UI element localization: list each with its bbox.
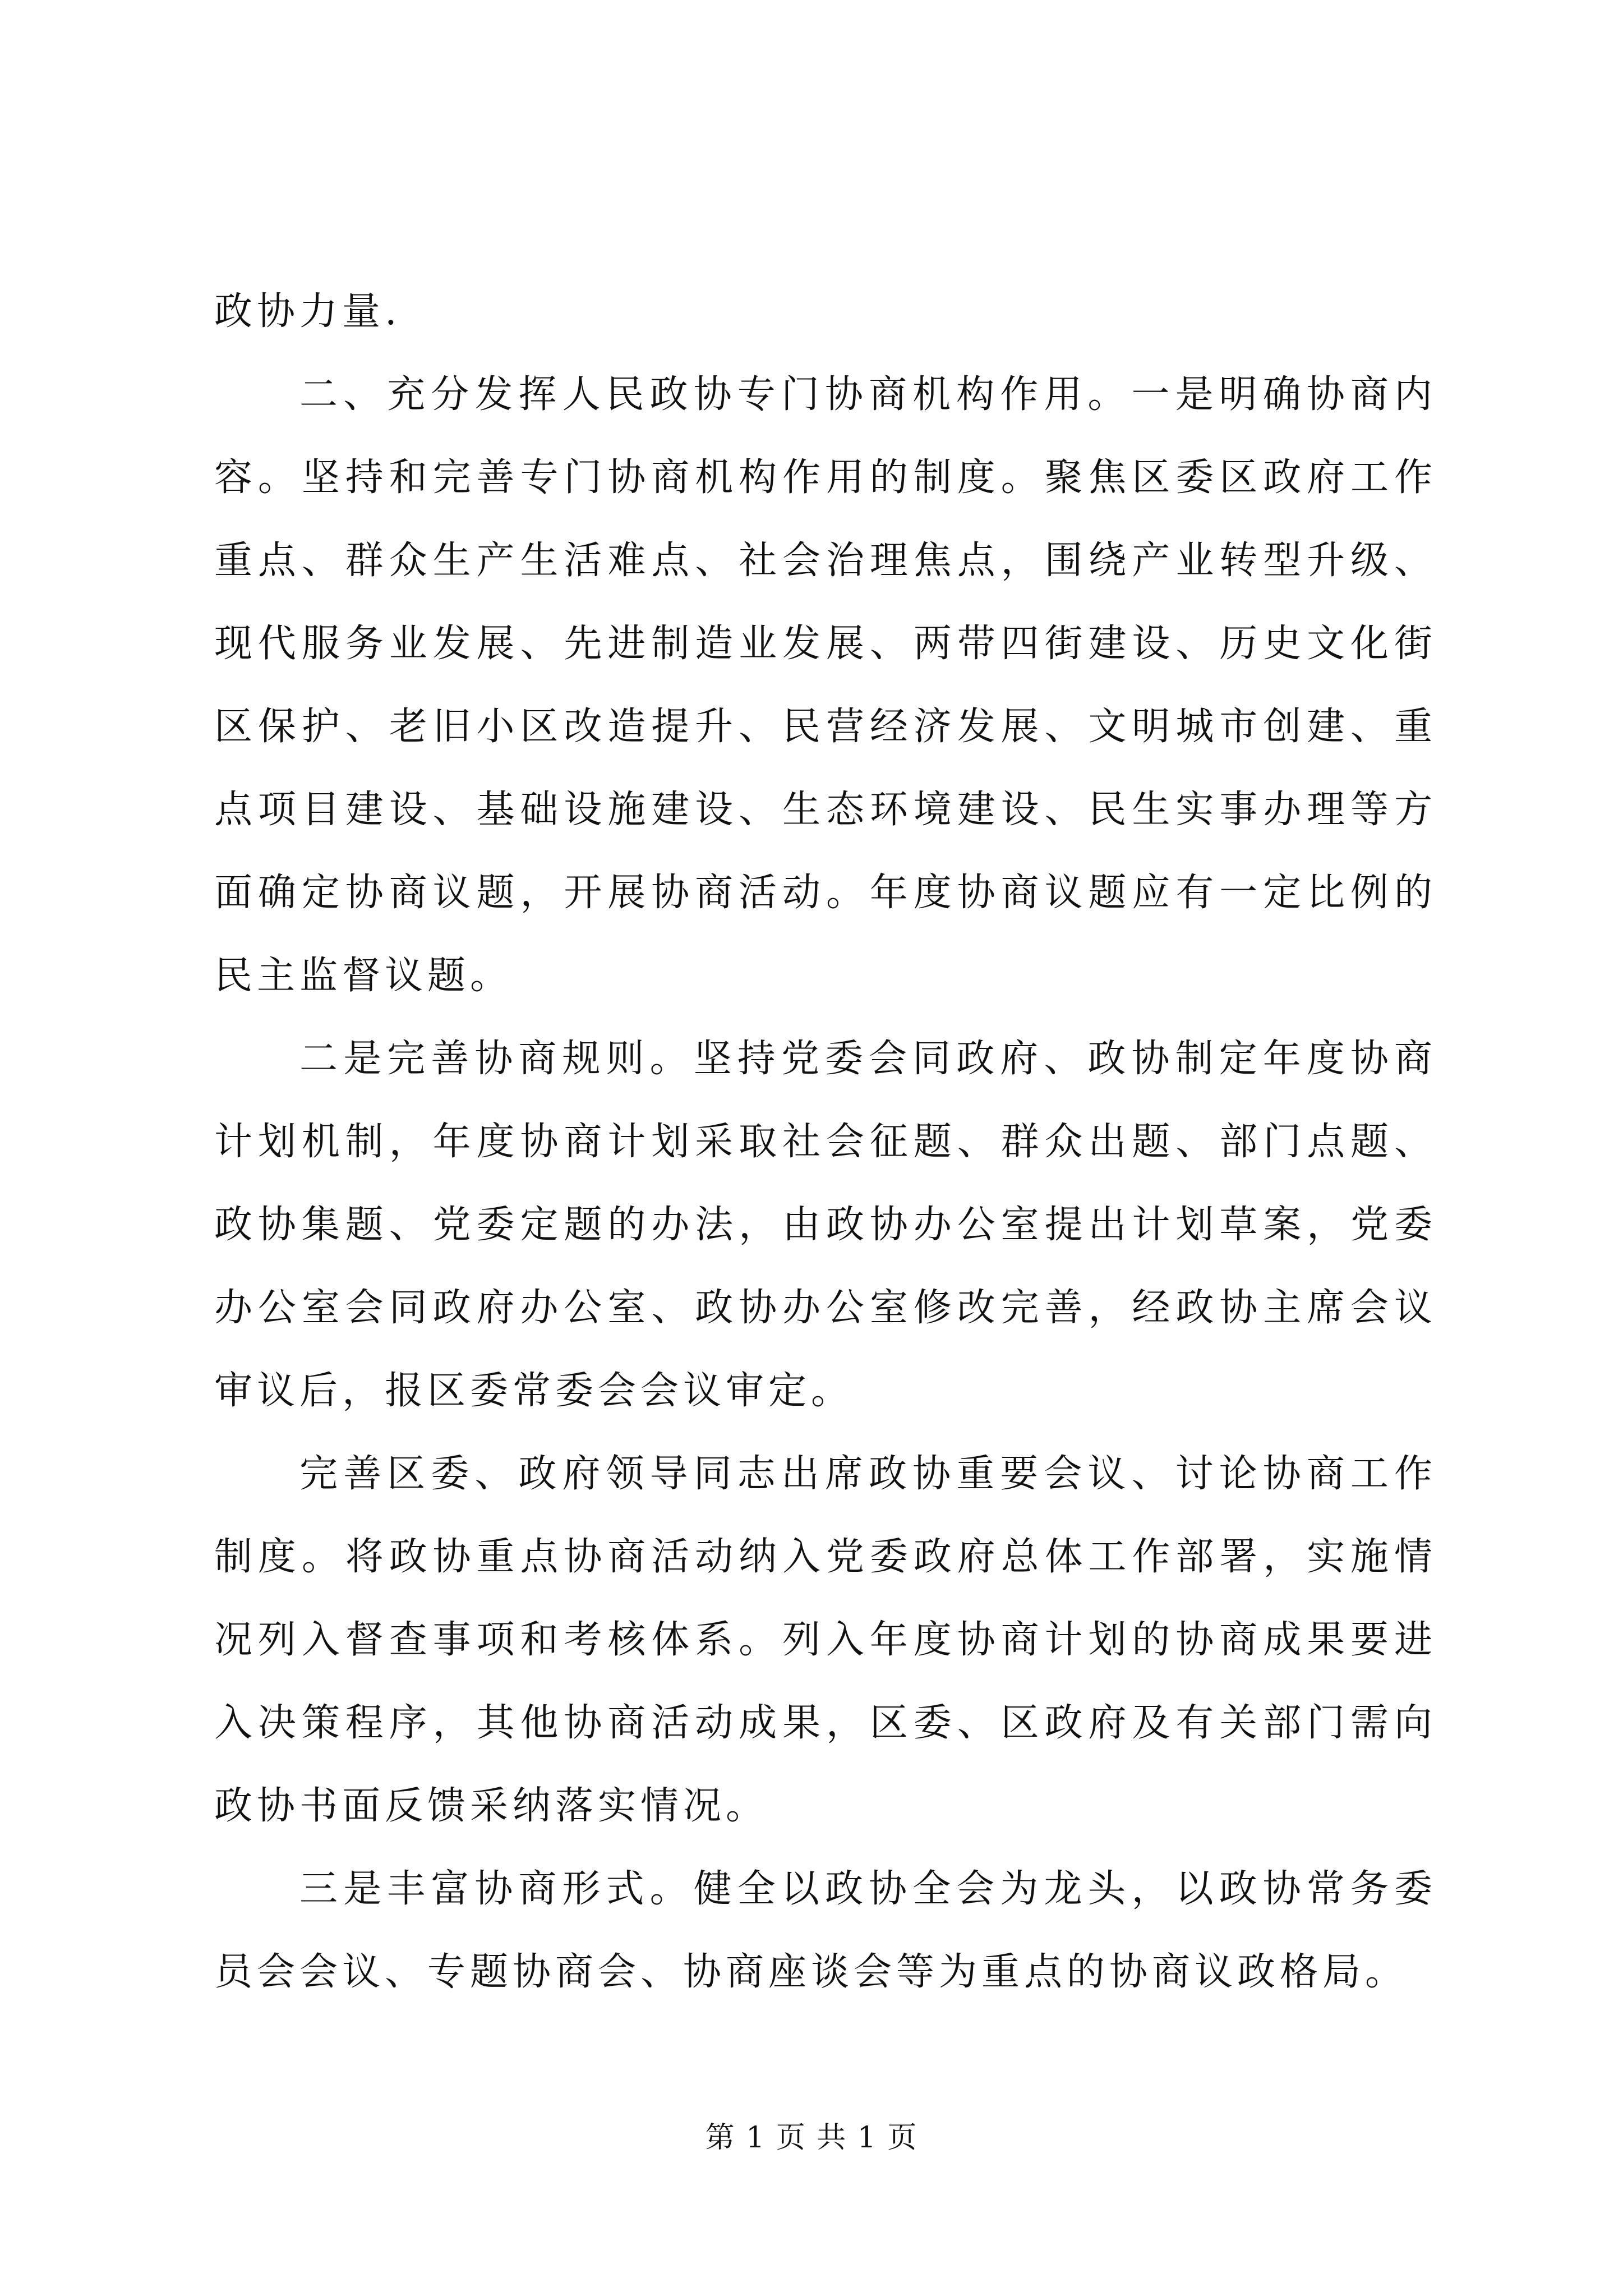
- paragraph-leadership-attendance: 完善区委、政府领导同志出席政协重要会议、讨论协商工作制度。将政协重点协商活动纳入党委政府总体工作部署，实施情况列入督查事项和考核体系。列入年度协商计划的协商成果要进入决策程序，其他协商活动成果，区委、区政府及有关部门需向政协书面反馈采纳落实情况。: [214, 1452, 1437, 1828]
- paragraph-consultation-forms: 三是丰富协商形式。健全以政协全会为龙头，以政协常务委员会会议、专题协商会、协商座谈会等为重点的协商议政格局。: [214, 1867, 1437, 1994]
- paragraph-consultation-rules: 二是完善协商规则。坚持党委会同政府、政协制定年度协商计划机制，年度协商计划采取社会征题、群众出题、部门点题、政协集题、党委定题的办法，由政协办公室提出计划草案，党委办公室会同政府办公室、政协办公室修改完善，经政协主席会议审议后，报区委常委会会议审定。: [214, 1037, 1437, 1413]
- paragraph-continuation: 政协力量.: [214, 289, 402, 334]
- page-number-footer: 第 1 页 共 1 页: [705, 2121, 918, 2155]
- document-body: [214, 270, 1437, 2014]
- paragraph-section-two: 二、充分发挥人民政协专门协商机构作用。一是明确协商内容。坚持和完善专门协商机构作用的制度。聚焦区委区政府工作重点、群众生产生活难点、社会治理焦点，围绕产业转型升级、现代服务业发展、先进制造业发展、两带四街建设、历史文化街区保护、老旧小区改造提升、民营经济发展、文明城市创建、重点项目建设、基础设施建设、生态环境建设、民生实事办理等方面确定协商议题，开展协商活动。年度协商议题应有一定比例的民主监督议题。: [214, 372, 1437, 998]
